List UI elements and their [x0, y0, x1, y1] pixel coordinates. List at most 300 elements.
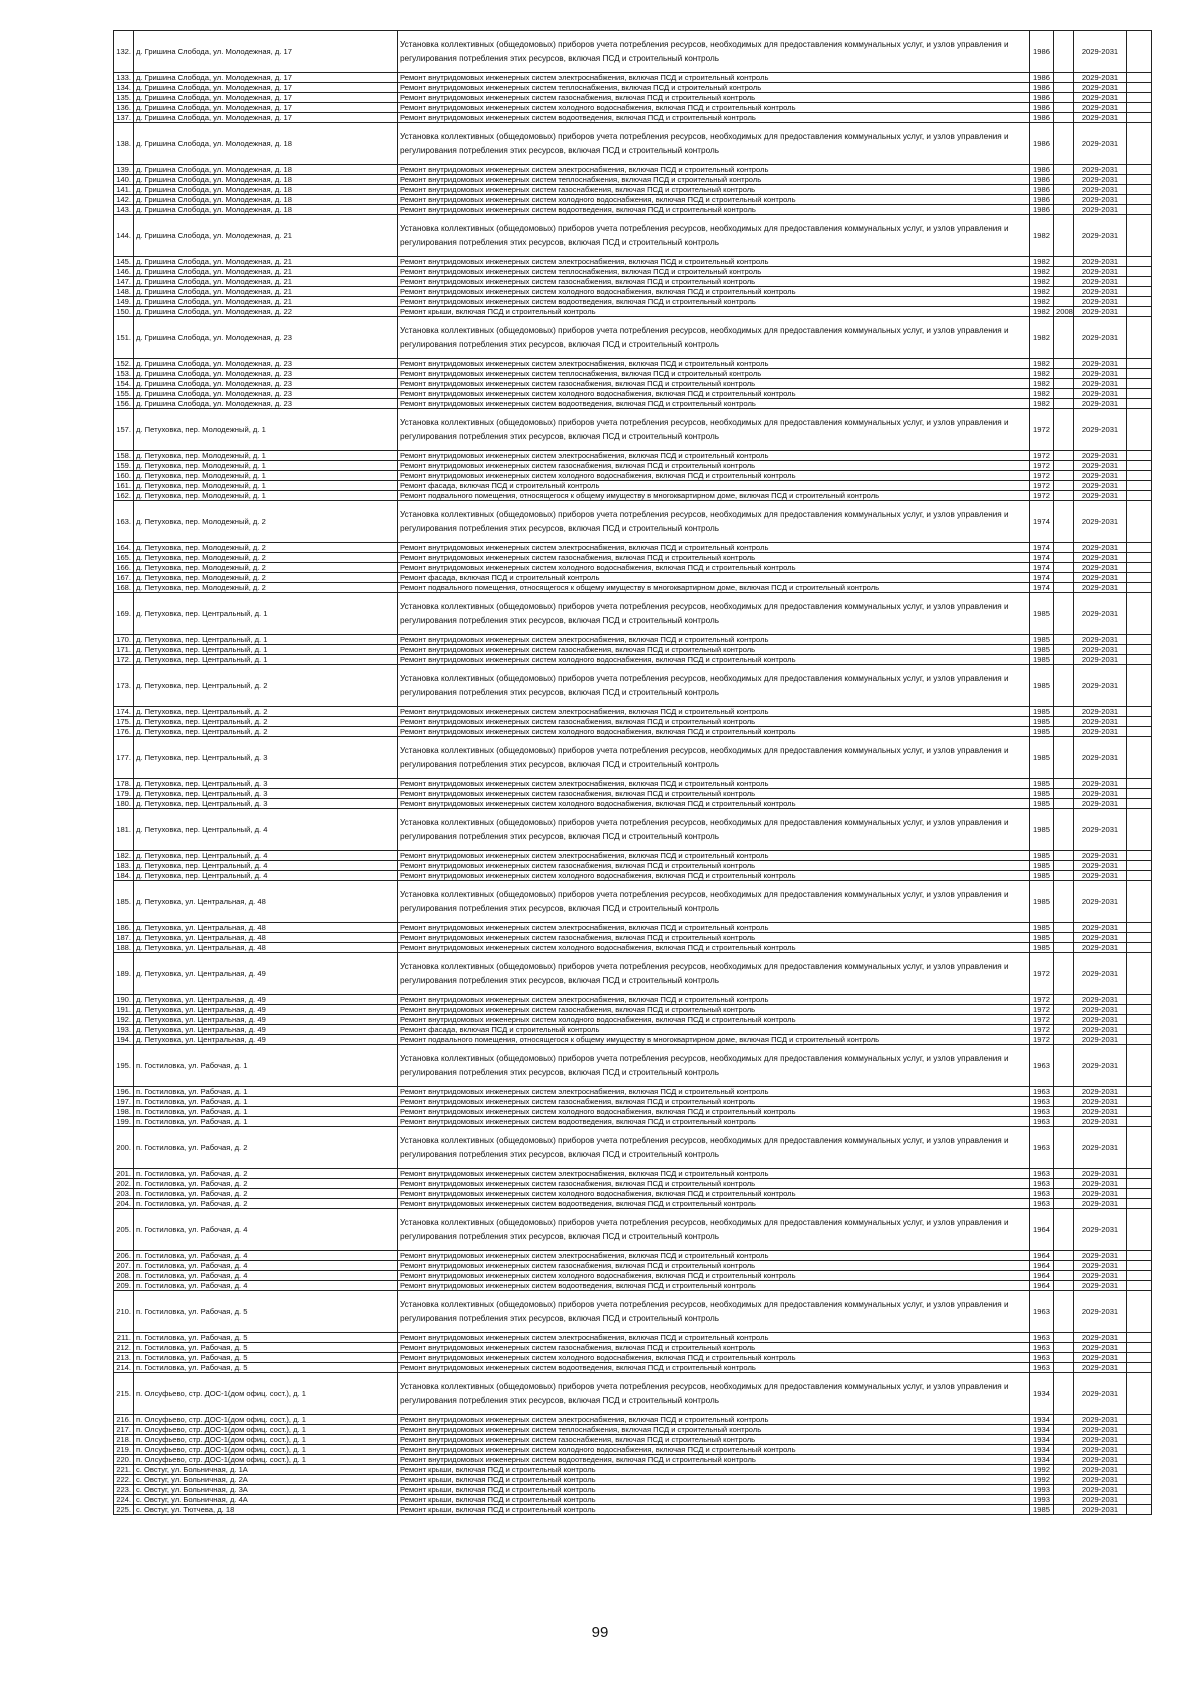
last-repair-year-cell	[1054, 93, 1074, 103]
address-cell: д. Петуховка, ул. Центральная, д. 49	[134, 1005, 398, 1015]
empty-cell	[1127, 491, 1152, 501]
work-type-cell: Ремонт внутридомовых инженерных систем холодного водоснабжения, включая ПСД и строительный контроль	[398, 195, 1030, 205]
planned-period-cell: 2029-2031	[1074, 707, 1127, 717]
build-year-cell: 1974	[1030, 563, 1054, 573]
table-row	[114, 451, 1152, 461]
planned-period-cell: 2029-2031	[1074, 307, 1127, 317]
planned-period-cell: 2029-2031	[1074, 1169, 1127, 1179]
row-number: 164.	[114, 543, 134, 553]
build-year-cell: 1963	[1030, 1291, 1054, 1333]
row-number: 157.	[114, 409, 134, 451]
work-type-cell: Установка коллективных (общедомовых) приборов учета потребления ресурсов, необходимых для предоставления коммунальных услуг, и узлов управления и регулирования потребления этих ресурсов, включая ПСД и строительный контроль	[398, 123, 1030, 165]
build-year-cell: 1986	[1030, 195, 1054, 205]
planned-period-cell: 2029-2031	[1074, 635, 1127, 645]
build-year-cell: 1934	[1030, 1373, 1054, 1415]
last-repair-year-cell	[1054, 481, 1074, 491]
work-type-cell: Ремонт внутридомовых инженерных систем холодного водоснабжения, включая ПСД и строительный контроль	[398, 655, 1030, 665]
address-cell: с. Овстуг, ул. Больничная, д. 1А	[134, 1465, 398, 1475]
planned-period-cell: 2029-2031	[1074, 113, 1127, 123]
last-repair-year-cell	[1054, 1035, 1074, 1045]
last-repair-year-cell	[1054, 1333, 1074, 1343]
row-number: 185.	[114, 881, 134, 923]
build-year-cell: 1974	[1030, 573, 1054, 583]
work-type-cell: Ремонт крыши, включая ПСД и строительный контроль	[398, 1465, 1030, 1475]
row-number: 224.	[114, 1495, 134, 1505]
table-row	[114, 471, 1152, 481]
work-type-cell: Ремонт внутридомовых инженерных систем холодного водоснабжения, включая ПСД и строительный контроль	[398, 389, 1030, 399]
work-type-cell: Ремонт фасада, включая ПСД и строительный контроль	[398, 481, 1030, 491]
empty-cell	[1127, 1199, 1152, 1209]
planned-period-cell: 2029-2031	[1074, 593, 1127, 635]
work-type-cell: Установка коллективных (общедомовых) приборов учета потребления ресурсов, необходимых для предоставления коммунальных услуг, и узлов управления и регулирования потребления этих ресурсов, включая ПСД и строительный контроль	[398, 215, 1030, 257]
table-row	[114, 1015, 1152, 1025]
build-year-cell: 1982	[1030, 215, 1054, 257]
address-cell: д. Петуховка, пер. Центральный, д. 1	[134, 645, 398, 655]
planned-period-cell: 2029-2031	[1074, 1025, 1127, 1035]
last-repair-year-cell	[1054, 317, 1074, 359]
last-repair-year-cell	[1054, 297, 1074, 307]
work-type-cell: Ремонт внутридомовых инженерных систем газоснабжения, включая ПСД и строительный контроль	[398, 789, 1030, 799]
work-type-cell: Ремонт внутридомовых инженерных систем холодного водоснабжения, включая ПСД и строительный контроль	[398, 1107, 1030, 1117]
empty-cell	[1127, 809, 1152, 851]
build-year-cell: 1982	[1030, 399, 1054, 409]
address-cell: с. Овстуг, ул. Тютчева, д. 18	[134, 1505, 398, 1515]
last-repair-year-cell	[1054, 165, 1074, 175]
table-row	[114, 123, 1152, 165]
last-repair-year-cell	[1054, 1455, 1074, 1465]
empty-cell	[1127, 635, 1152, 645]
work-type-cell: Ремонт внутридомовых инженерных систем водоотведения, включая ПСД и строительный контроль	[398, 205, 1030, 215]
build-year-cell: 1963	[1030, 1169, 1054, 1179]
empty-cell	[1127, 1209, 1152, 1251]
planned-period-cell: 2029-2031	[1074, 923, 1127, 933]
address-cell: п. Гостиловка, ул. Рабочая, д. 2	[134, 1189, 398, 1199]
planned-period-cell: 2029-2031	[1074, 399, 1127, 409]
row-number: 178.	[114, 779, 134, 789]
row-number: 165.	[114, 553, 134, 563]
last-repair-year-cell	[1054, 461, 1074, 471]
planned-period-cell: 2029-2031	[1074, 1015, 1127, 1025]
work-type-cell: Ремонт внутридомовых инженерных систем холодного водоснабжения, включая ПСД и строительный контроль	[398, 1445, 1030, 1455]
table-row	[114, 399, 1152, 409]
address-cell: п. Гостиловка, ул. Рабочая, д. 1	[134, 1097, 398, 1107]
table-row	[114, 215, 1152, 257]
planned-period-cell: 2029-2031	[1074, 1199, 1127, 1209]
planned-period-cell: 2029-2031	[1074, 257, 1127, 267]
empty-cell	[1127, 73, 1152, 83]
row-number: 163.	[114, 501, 134, 543]
row-number: 220.	[114, 1455, 134, 1465]
planned-period-cell: 2029-2031	[1074, 379, 1127, 389]
planned-period-cell: 2029-2031	[1074, 1035, 1127, 1045]
empty-cell	[1127, 317, 1152, 359]
row-number: 208.	[114, 1271, 134, 1281]
table-row	[114, 789, 1152, 799]
address-cell: с. Овстуг, ул. Больничная, д. 2А	[134, 1475, 398, 1485]
build-year-cell: 1963	[1030, 1199, 1054, 1209]
row-number: 225.	[114, 1505, 134, 1515]
last-repair-year-cell	[1054, 943, 1074, 953]
build-year-cell: 1985	[1030, 799, 1054, 809]
last-repair-year-cell	[1054, 1169, 1074, 1179]
planned-period-cell: 2029-2031	[1074, 165, 1127, 175]
document-sheet	[113, 30, 1151, 1515]
planned-period-cell: 2029-2031	[1074, 277, 1127, 287]
row-number: 190.	[114, 995, 134, 1005]
address-cell: п. Гостиловка, ул. Рабочая, д. 2	[134, 1169, 398, 1179]
empty-cell	[1127, 1505, 1152, 1515]
address-cell: п. Гостиловка, ул. Рабочая, д. 2	[134, 1127, 398, 1169]
empty-cell	[1127, 543, 1152, 553]
row-number: 143.	[114, 205, 134, 215]
table-row	[114, 553, 1152, 563]
table-row	[114, 287, 1152, 297]
build-year-cell: 1972	[1030, 1005, 1054, 1015]
row-number: 188.	[114, 943, 134, 953]
last-repair-year-cell	[1054, 287, 1074, 297]
address-cell: д. Гришина Слобода, ул. Молодежная, д. 21	[134, 297, 398, 307]
empty-cell	[1127, 1015, 1152, 1025]
empty-cell	[1127, 1087, 1152, 1097]
planned-period-cell: 2029-2031	[1074, 123, 1127, 165]
build-year-cell: 1985	[1030, 923, 1054, 933]
row-number: 175.	[114, 717, 134, 727]
planned-period-cell: 2029-2031	[1074, 1333, 1127, 1343]
address-cell: п. Гостиловка, ул. Рабочая, д. 2	[134, 1199, 398, 1209]
build-year-cell: 1986	[1030, 83, 1054, 93]
table-row	[114, 953, 1152, 995]
work-type-cell: Ремонт внутридомовых инженерных систем электроснабжения, включая ПСД и строительный контроль	[398, 1169, 1030, 1179]
work-type-cell: Ремонт внутридомовых инженерных систем газоснабжения, включая ПСД и строительный контроль	[398, 93, 1030, 103]
planned-period-cell: 2029-2031	[1074, 1415, 1127, 1425]
planned-period-cell: 2029-2031	[1074, 543, 1127, 553]
build-year-cell: 1963	[1030, 1107, 1054, 1117]
table-row	[114, 359, 1152, 369]
empty-cell	[1127, 645, 1152, 655]
planned-period-cell: 2029-2031	[1074, 1209, 1127, 1251]
work-type-cell: Ремонт внутридомовых инженерных систем газоснабжения, включая ПСД и строительный контроль	[398, 379, 1030, 389]
planned-period-cell: 2029-2031	[1074, 491, 1127, 501]
empty-cell	[1127, 1271, 1152, 1281]
empty-cell	[1127, 277, 1152, 287]
address-cell: д. Гришина Слобода, ул. Молодежная, д. 21	[134, 257, 398, 267]
row-number: 168.	[114, 583, 134, 593]
build-year-cell: 1986	[1030, 205, 1054, 215]
build-year-cell: 1993	[1030, 1485, 1054, 1495]
row-number: 194.	[114, 1035, 134, 1045]
empty-cell	[1127, 1025, 1152, 1035]
planned-period-cell: 2029-2031	[1074, 1455, 1127, 1465]
address-cell: п. Гостиловка, ул. Рабочая, д. 4	[134, 1209, 398, 1251]
build-year-cell: 1964	[1030, 1281, 1054, 1291]
build-year-cell: 1964	[1030, 1209, 1054, 1251]
address-cell: д. Петуховка, ул. Центральная, д. 49	[134, 1025, 398, 1035]
empty-cell	[1127, 297, 1152, 307]
row-number: 144.	[114, 215, 134, 257]
address-cell: д. Гришина Слобода, ул. Молодежная, д. 17	[134, 83, 398, 93]
last-repair-year-cell	[1054, 277, 1074, 287]
build-year-cell: 1972	[1030, 995, 1054, 1005]
build-year-cell: 1992	[1030, 1465, 1054, 1475]
row-number: 142.	[114, 195, 134, 205]
row-number: 174.	[114, 707, 134, 717]
row-number: 184.	[114, 871, 134, 881]
empty-cell	[1127, 727, 1152, 737]
empty-cell	[1127, 1189, 1152, 1199]
build-year-cell: 1964	[1030, 1261, 1054, 1271]
empty-cell	[1127, 287, 1152, 297]
table-row	[114, 881, 1152, 923]
address-cell: д. Гришина Слобода, ул. Молодежная, д. 18	[134, 205, 398, 215]
planned-period-cell: 2029-2031	[1074, 83, 1127, 93]
build-year-cell: 1982	[1030, 369, 1054, 379]
empty-cell	[1127, 123, 1152, 165]
table-row	[114, 389, 1152, 399]
row-number: 171.	[114, 645, 134, 655]
planned-period-cell: 2029-2031	[1074, 1475, 1127, 1485]
work-type-cell: Ремонт внутридомовых инженерных систем водоотведения, включая ПСД и строительный контроль	[398, 1363, 1030, 1373]
row-number: 196.	[114, 1087, 134, 1097]
row-number: 206.	[114, 1251, 134, 1261]
last-repair-year-cell	[1054, 1117, 1074, 1127]
build-year-cell: 1972	[1030, 1035, 1054, 1045]
row-number: 177.	[114, 737, 134, 779]
table-row	[114, 1455, 1152, 1465]
build-year-cell: 1985	[1030, 645, 1054, 655]
table-row	[114, 1485, 1152, 1495]
build-year-cell: 1972	[1030, 481, 1054, 491]
empty-cell	[1127, 923, 1152, 933]
address-cell: п. Гостиловка, ул. Рабочая, д. 5	[134, 1363, 398, 1373]
row-number: 201.	[114, 1169, 134, 1179]
last-repair-year-cell	[1054, 501, 1074, 543]
empty-cell	[1127, 215, 1152, 257]
table-row	[114, 93, 1152, 103]
planned-period-cell: 2029-2031	[1074, 1127, 1127, 1169]
last-repair-year-cell	[1054, 717, 1074, 727]
last-repair-year-cell	[1054, 1445, 1074, 1455]
table-row	[114, 409, 1152, 451]
empty-cell	[1127, 799, 1152, 809]
work-type-cell: Установка коллективных (общедомовых) приборов учета потребления ресурсов, необходимых для предоставления коммунальных услуг, и узлов управления и регулирования потребления этих ресурсов, включая ПСД и строительный контроль	[398, 737, 1030, 779]
work-type-cell: Ремонт внутридомовых инженерных систем водоотведения, включая ПСД и строительный контроль	[398, 1117, 1030, 1127]
planned-period-cell: 2029-2031	[1074, 563, 1127, 573]
planned-period-cell: 2029-2031	[1074, 779, 1127, 789]
work-type-cell: Ремонт внутридомовых инженерных систем газоснабжения, включая ПСД и строительный контроль	[398, 717, 1030, 727]
empty-cell	[1127, 1107, 1152, 1117]
empty-cell	[1127, 1127, 1152, 1169]
last-repair-year-cell	[1054, 185, 1074, 195]
address-cell: д. Гришина Слобода, ул. Молодежная, д. 21	[134, 267, 398, 277]
row-number: 209.	[114, 1281, 134, 1291]
planned-period-cell: 2029-2031	[1074, 1373, 1127, 1415]
address-cell: д. Гришина Слобода, ул. Молодежная, д. 21	[134, 215, 398, 257]
address-cell: д. Гришина Слобода, ул. Молодежная, д. 18	[134, 123, 398, 165]
work-type-cell: Ремонт внутридомовых инженерных систем электроснабжения, включая ПСД и строительный контроль	[398, 165, 1030, 175]
table-row	[114, 1333, 1152, 1343]
planned-period-cell: 2029-2031	[1074, 471, 1127, 481]
table-row	[114, 1169, 1152, 1179]
empty-cell	[1127, 553, 1152, 563]
last-repair-year-cell	[1054, 861, 1074, 871]
empty-cell	[1127, 501, 1152, 543]
row-number: 191.	[114, 1005, 134, 1015]
address-cell: д. Петуховка, пер. Молодежный, д. 1	[134, 409, 398, 451]
work-type-cell: Ремонт внутридомовых инженерных систем газоснабжения, включая ПСД и строительный контроль	[398, 861, 1030, 871]
planned-period-cell: 2029-2031	[1074, 871, 1127, 881]
build-year-cell: 1985	[1030, 881, 1054, 923]
address-cell: д. Петуховка, пер. Молодежный, д. 2	[134, 583, 398, 593]
empty-cell	[1127, 113, 1152, 123]
work-type-cell: Ремонт внутридомовых инженерных систем газоснабжения, включая ПСД и строительный контроль	[398, 1435, 1030, 1445]
last-repair-year-cell	[1054, 257, 1074, 267]
row-number: 154.	[114, 379, 134, 389]
row-number: 140.	[114, 175, 134, 185]
empty-cell	[1127, 451, 1152, 461]
empty-cell	[1127, 1179, 1152, 1189]
empty-cell	[1127, 83, 1152, 93]
row-number: 187.	[114, 933, 134, 943]
address-cell: д. Петуховка, ул. Центральная, д. 49	[134, 995, 398, 1005]
last-repair-year-cell	[1054, 1475, 1074, 1485]
row-number: 215.	[114, 1373, 134, 1415]
last-repair-year-cell	[1054, 1281, 1074, 1291]
address-cell: д. Петуховка, пер. Центральный, д. 2	[134, 727, 398, 737]
address-cell: д. Петуховка, пер. Центральный, д. 4	[134, 871, 398, 881]
last-repair-year-cell	[1054, 871, 1074, 881]
empty-cell	[1127, 31, 1152, 73]
build-year-cell: 1986	[1030, 73, 1054, 83]
last-repair-year-cell	[1054, 881, 1074, 923]
last-repair-year-cell	[1054, 1435, 1074, 1445]
address-cell: д. Гришина Слобода, ул. Молодежная, д. 21	[134, 277, 398, 287]
address-cell: д. Петуховка, пер. Молодежный, д. 2	[134, 501, 398, 543]
empty-cell	[1127, 205, 1152, 215]
row-number: 152.	[114, 359, 134, 369]
planned-period-cell: 2029-2031	[1074, 1505, 1127, 1515]
address-cell: д. Петуховка, пер. Центральный, д. 2	[134, 665, 398, 707]
build-year-cell: 1934	[1030, 1455, 1054, 1465]
address-cell: д. Петуховка, пер. Центральный, д. 4	[134, 809, 398, 851]
last-repair-year-cell	[1054, 593, 1074, 635]
address-cell: п. Гостиловка, ул. Рабочая, д. 1	[134, 1117, 398, 1127]
work-type-cell: Ремонт внутридомовых инженерных систем электроснабжения, включая ПСД и строительный контроль	[398, 1087, 1030, 1097]
build-year-cell: 1986	[1030, 103, 1054, 113]
planned-period-cell: 2029-2031	[1074, 195, 1127, 205]
build-year-cell: 1963	[1030, 1189, 1054, 1199]
last-repair-year-cell	[1054, 995, 1074, 1005]
empty-cell	[1127, 871, 1152, 881]
build-year-cell: 1934	[1030, 1425, 1054, 1435]
row-number: 213.	[114, 1353, 134, 1363]
last-repair-year-cell	[1054, 1465, 1074, 1475]
address-cell: д. Петуховка, пер. Молодежный, д. 1	[134, 471, 398, 481]
row-number: 181.	[114, 809, 134, 851]
address-cell: д. Петуховка, ул. Центральная, д. 48	[134, 933, 398, 943]
work-type-cell: Ремонт внутридомовых инженерных систем электроснабжения, включая ПСД и строительный контроль	[398, 707, 1030, 717]
table-row	[114, 563, 1152, 573]
planned-period-cell: 2029-2031	[1074, 1291, 1127, 1333]
address-cell: д. Гришина Слобода, ул. Молодежная, д. 18	[134, 175, 398, 185]
work-type-cell: Ремонт крыши, включая ПСД и строительный контроль	[398, 1485, 1030, 1495]
address-cell: д. Петуховка, ул. Центральная, д. 49	[134, 1035, 398, 1045]
address-cell: п. Гостиловка, ул. Рабочая, д. 4	[134, 1271, 398, 1281]
last-repair-year-cell	[1054, 1261, 1074, 1271]
row-number: 148.	[114, 287, 134, 297]
table-row	[114, 995, 1152, 1005]
build-year-cell: 1963	[1030, 1343, 1054, 1353]
row-number: 223.	[114, 1485, 134, 1495]
address-cell: д. Гришина Слобода, ул. Молодежная, д. 17	[134, 73, 398, 83]
planned-period-cell: 2029-2031	[1074, 1485, 1127, 1495]
planned-period-cell: 2029-2031	[1074, 359, 1127, 369]
planned-period-cell: 2029-2031	[1074, 737, 1127, 779]
work-type-cell: Ремонт внутридомовых инженерных систем электроснабжения, включая ПСД и строительный контроль	[398, 1333, 1030, 1343]
work-type-cell: Ремонт внутридомовых инженерных систем теплоснабжения, включая ПСД и строительный контроль	[398, 369, 1030, 379]
last-repair-year-cell	[1054, 1015, 1074, 1025]
last-repair-year-cell	[1054, 1271, 1074, 1281]
last-repair-year-cell	[1054, 1025, 1074, 1035]
row-number: 217.	[114, 1425, 134, 1435]
build-year-cell: 1982	[1030, 307, 1054, 317]
planned-period-cell: 2029-2031	[1074, 851, 1127, 861]
work-type-cell: Ремонт внутридомовых инженерных систем электроснабжения, включая ПСД и строительный контроль	[398, 257, 1030, 267]
table-row	[114, 727, 1152, 737]
table-row	[114, 1425, 1152, 1435]
work-type-cell: Ремонт внутридомовых инженерных систем электроснабжения, включая ПСД и строительный контроль	[398, 543, 1030, 553]
build-year-cell: 1974	[1030, 543, 1054, 553]
build-year-cell: 1985	[1030, 861, 1054, 871]
address-cell: п. Олсуфьево, стр. ДОС-1(дом офиц. сост.), д. 1	[134, 1425, 398, 1435]
last-repair-year-cell	[1054, 1097, 1074, 1107]
address-cell: п. Олсуфьево, стр. ДОС-1(дом офиц. сост.), д. 1	[134, 1435, 398, 1445]
build-year-cell: 1982	[1030, 379, 1054, 389]
address-cell: д. Гришина Слобода, ул. Молодежная, д. 18	[134, 185, 398, 195]
planned-period-cell: 2029-2031	[1074, 297, 1127, 307]
table-row	[114, 1475, 1152, 1485]
empty-cell	[1127, 1465, 1152, 1475]
work-type-cell: Ремонт внутридомовых инженерных систем холодного водоснабжения, включая ПСД и строительный контроль	[398, 471, 1030, 481]
address-cell: д. Петуховка, ул. Центральная, д. 48	[134, 943, 398, 953]
table-row	[114, 1281, 1152, 1291]
build-year-cell: 1986	[1030, 113, 1054, 123]
last-repair-year-cell	[1054, 665, 1074, 707]
planned-period-cell: 2029-2031	[1074, 31, 1127, 73]
address-cell: д. Петуховка, пер. Молодежный, д. 2	[134, 553, 398, 563]
empty-cell	[1127, 1281, 1152, 1291]
empty-cell	[1127, 1475, 1152, 1485]
work-type-cell: Ремонт подвального помещения, относящегося к общему имуществу в многоквартирном доме, включая ПСД и строительный контроль	[398, 583, 1030, 593]
table-row	[114, 665, 1152, 707]
table-row	[114, 1415, 1152, 1425]
last-repair-year-cell	[1054, 543, 1074, 553]
table-row	[114, 923, 1152, 933]
build-year-cell: 1986	[1030, 165, 1054, 175]
work-type-cell: Установка коллективных (общедомовых) приборов учета потребления ресурсов, необходимых для предоставления коммунальных услуг, и узлов управления и регулирования потребления этих ресурсов, включая ПСД и строительный контроль	[398, 31, 1030, 73]
planned-period-cell: 2029-2031	[1074, 205, 1127, 215]
table-row	[114, 655, 1152, 665]
work-type-cell: Ремонт внутридомовых инженерных систем водоотведения, включая ПСД и строительный контроль	[398, 1455, 1030, 1465]
last-repair-year-cell	[1054, 389, 1074, 399]
table-row	[114, 113, 1152, 123]
build-year-cell: 1974	[1030, 553, 1054, 563]
work-type-cell: Ремонт крыши, включая ПСД и строительный контроль	[398, 1475, 1030, 1485]
build-year-cell: 1963	[1030, 1179, 1054, 1189]
row-number: 210.	[114, 1291, 134, 1333]
row-number: 186.	[114, 923, 134, 933]
build-year-cell: 1963	[1030, 1363, 1054, 1373]
planned-period-cell: 2029-2031	[1074, 267, 1127, 277]
